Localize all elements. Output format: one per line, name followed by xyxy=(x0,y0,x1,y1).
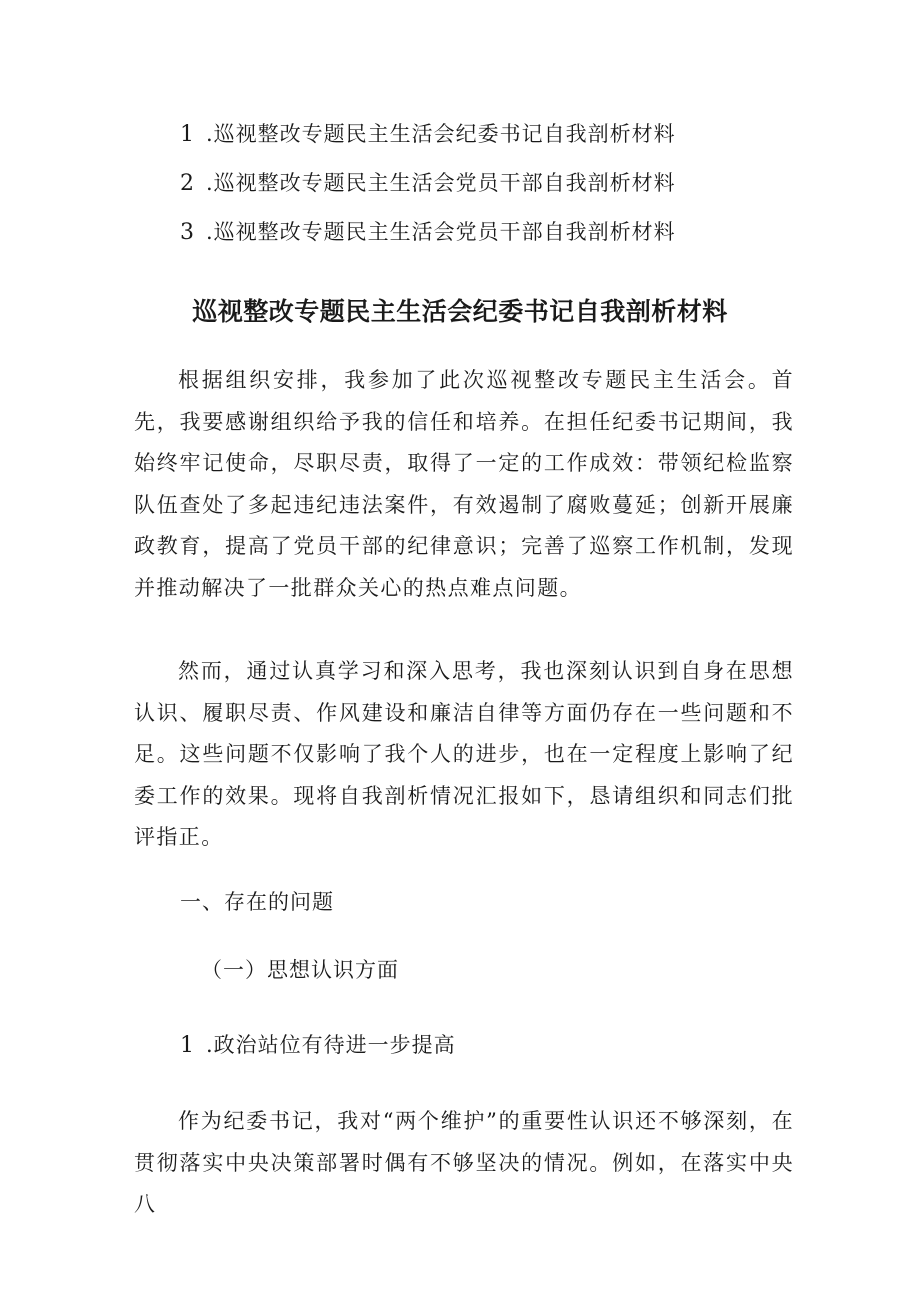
item-heading xyxy=(180,1029,456,1059)
toc-item-2[interactable] xyxy=(180,167,676,197)
paragraph-intro: 根据组织安排，我参加了此次巡视整改专题民主生活会。首先，我要感谢组织给予我的信任和培养。在担任纪委书记期间，我始终牢记使命，尽职尽责，取得了一定的工作成效：带领纪检监察队伍查处了多起违纪违法案件，有效遏制了腐败蔓延；创新开展廉政教育，提高了党员干部的纪律意识；完善了巡察工作机制，发现并推动解决了一批群众关心的热点难点问题。 xyxy=(134,368,794,600)
toc-item-number: 3 xyxy=(180,220,195,245)
toc-item-number: 1 xyxy=(180,122,195,147)
toc-item-text: .巡视整改专题民主生活会党员干部自我剖析材料 xyxy=(206,171,676,195)
item-heading-number: 1 xyxy=(180,1033,195,1058)
toc-item-number: 2 xyxy=(180,171,195,196)
toc-item-text: .巡视整改专题民主生活会纪委书记自我剖析材料 xyxy=(206,122,676,146)
toc-item-text: .巡视整改专题民主生活会党员干部自我剖析材料 xyxy=(206,220,676,244)
section-heading: 一、存在的问题 xyxy=(180,890,334,914)
paragraph-reflection: 然而，通过认真学习和深入思考，我也深刻认识到自身在思想认识、履职尽责、作风建设和廉洁自律等方面仍存在一些问题和不足。这些问题不仅影响了我个人的进步，也在一定程度上影响了纪委工作的效果。现将自我剖析情况汇报如下，恳请组织和同志们批评指正。 xyxy=(134,659,794,850)
paragraph-political: 作为纪委书记，我对“两个维护”的重要性认识还不够深刻，在贯彻落实中央决策部署时偶有不够坚决的情况。例如，在落实中央八 xyxy=(134,1109,794,1217)
document-title: 巡视整改专题民主生活会纪委书记自我剖析材料 xyxy=(192,297,728,326)
toc-item-3[interactable] xyxy=(180,216,676,246)
toc-item-1[interactable] xyxy=(180,118,676,148)
item-heading-text: .政治站位有待进一步提高 xyxy=(206,1033,456,1057)
subsection-heading: （一）思想认识方面 xyxy=(201,958,399,982)
